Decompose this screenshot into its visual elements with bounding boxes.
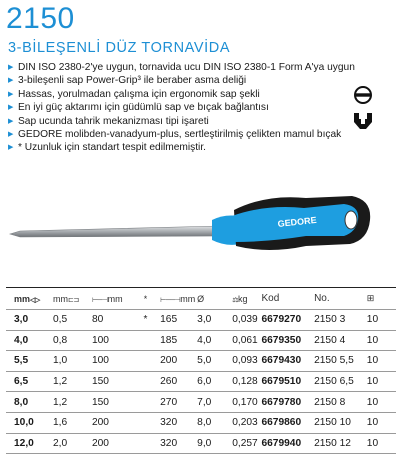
table-cell: 2150 8 <box>314 396 346 408</box>
table-cell: 100 <box>91 334 109 346</box>
feature-item: ▶ En iyi güç aktarımı için güdümlü sap ve bıçak bağlantısı <box>8 102 269 114</box>
scale-icon: ⚖ <box>232 296 239 304</box>
table-cell: 6679350 <box>261 334 302 346</box>
table-cell: 6,5 <box>14 376 29 388</box>
bullet-triangle-icon: ▶ <box>8 104 14 112</box>
table-cell: 200 <box>91 417 109 429</box>
table-cell: 1,0 <box>52 355 68 367</box>
table-cell: 150 <box>91 396 109 408</box>
header-weight: ⚖kg <box>232 293 248 304</box>
table-cell: 0,257 <box>232 437 258 449</box>
table-cell: 10 <box>366 334 379 346</box>
feature-item: ▶ DIN ISO 2380-2'ye uygun, tornavida ucu DIN ISO 2380-1 Form A'ya uygun <box>8 62 355 73</box>
header-star: * <box>143 293 148 304</box>
product-name: 3-BİLEŞENLİ DÜZ TORNAVİDA <box>8 40 231 56</box>
table-cell: 2,0 <box>52 437 68 449</box>
screwdriver-image <box>6 180 371 270</box>
table-cell: 100 <box>91 355 109 367</box>
table-cell: 10 <box>366 355 379 367</box>
header-width: mm◁▷ <box>14 293 40 304</box>
table-cell: 12,0 <box>14 437 34 449</box>
table-cell: 185 <box>160 334 178 346</box>
feature-item: ▶ 3-bileşenli sap Power-Grip³ ile beraber asma deliği <box>8 75 247 87</box>
table-cell: 4,0 <box>14 334 29 346</box>
table-cell: 5,0 <box>197 355 212 367</box>
feature-list <box>8 61 355 155</box>
table-cell: 2150 4 <box>314 334 346 346</box>
table-cell: 2150 10 <box>314 417 351 429</box>
header-blade-length: ⊢─⊣mm <box>91 293 123 304</box>
table-cell: 0,093 <box>232 355 258 367</box>
header-pack <box>363 293 396 304</box>
table-cell: 10 <box>366 417 379 429</box>
package-icon: ⊞ <box>366 293 375 303</box>
table-cell: 0,128 <box>232 376 258 388</box>
feature-item: ▶ Hassas, yorulmadan çalışma için ergonomik sap şekli <box>8 88 260 100</box>
table-cell: 6679270 <box>261 314 302 326</box>
table-cell: 4,0 <box>197 334 212 346</box>
table-cell: 0,061 <box>232 334 258 346</box>
table-cell: * <box>143 314 148 326</box>
blade-length-icon: ⊢─⊣ <box>91 296 108 304</box>
feature-item: ▶ GEDORE molibden-vanadyum-plus, sertleştirilmiş çelikten mamul bıçak <box>8 129 342 141</box>
table-body <box>6 310 396 454</box>
table-cell: 6679430 <box>261 355 302 367</box>
table-row <box>6 310 396 331</box>
wrench-icon <box>352 112 374 130</box>
header-no: No. <box>314 293 330 304</box>
header-thickness: mm⊏⊐ <box>52 293 79 304</box>
table-cell: 200 <box>160 355 178 367</box>
blade-width-icon: ◁▷ <box>30 296 40 304</box>
header-diameter: Ø <box>197 293 205 304</box>
blade-thickness-icon: ⊏⊐ <box>67 296 79 304</box>
table-row <box>6 434 396 455</box>
table-cell: 150 <box>91 376 109 388</box>
table-cell: 320 <box>160 437 178 449</box>
feature-item: ▶ * Uzunluk için standart tespit edilmemiştir. <box>8 142 206 154</box>
bullet-triangle-icon: ▶ <box>8 117 14 125</box>
table-cell: 320 <box>160 417 178 429</box>
bullet-triangle-icon: ▶ <box>8 131 14 139</box>
table-cell: 10 <box>366 396 379 408</box>
bullet-triangle-icon: ▶ <box>8 144 14 152</box>
table-cell: 10,0 <box>14 417 34 429</box>
total-length-icon: ⊢──⊣ <box>160 296 181 304</box>
table-cell: 6679940 <box>261 437 302 449</box>
table-row <box>6 372 396 393</box>
table-cell: 8,0 <box>197 417 212 429</box>
table-cell: 2150 5,5 <box>314 355 354 367</box>
table-cell: 6,0 <box>197 376 212 388</box>
table-cell: 3,0 <box>14 314 29 326</box>
bullet-triangle-icon: ▶ <box>8 77 14 85</box>
table-cell: 2150 3 <box>314 314 346 326</box>
bullet-triangle-icon: ▶ <box>8 90 14 98</box>
table-cell: 80 <box>91 314 104 326</box>
table-header <box>6 288 396 310</box>
feature-item: ▶ Sap ucunda tahrik mekanizması tipi işareti <box>8 115 209 127</box>
table-cell: 0,203 <box>232 417 258 429</box>
table-cell: 7,0 <box>197 396 212 408</box>
table-cell: 10 <box>366 314 379 326</box>
table-cell: 5,5 <box>14 355 29 367</box>
header-code: Kod <box>261 293 280 304</box>
header-total-length: ⊢──⊣mm <box>160 293 196 304</box>
table-cell: 200 <box>91 437 109 449</box>
table-cell: 2150 12 <box>314 437 351 449</box>
table-cell: 9,0 <box>197 437 212 449</box>
table-row <box>6 351 396 372</box>
table-cell: 0,170 <box>232 396 258 408</box>
table-cell: 6679860 <box>261 417 302 429</box>
spec-table <box>6 287 396 454</box>
table-cell: 165 <box>160 314 178 326</box>
table-row <box>6 413 396 434</box>
table-cell: 6679510 <box>261 376 302 388</box>
slotted-screw-icon <box>353 85 373 105</box>
table-cell: 10 <box>366 437 379 449</box>
table-cell: 0,8 <box>52 334 68 346</box>
product-number: 2150 <box>6 2 75 35</box>
table-cell: 1,2 <box>52 396 68 408</box>
table-cell: 0,5 <box>52 314 68 326</box>
table-row <box>6 392 396 413</box>
table-cell: 3,0 <box>197 314 212 326</box>
table-cell: 1,6 <box>52 417 68 429</box>
handle-brand-label: GEDORE <box>277 214 318 229</box>
table-cell: 270 <box>160 396 178 408</box>
bullet-triangle-icon: ▶ <box>8 64 14 71</box>
table-cell: 1,2 <box>52 376 68 388</box>
table-row <box>6 331 396 352</box>
table-cell: 260 <box>160 376 178 388</box>
table-cell: 6679780 <box>261 396 302 408</box>
table-cell: 8,0 <box>14 396 29 408</box>
table-cell: 10 <box>366 376 379 388</box>
table-cell: 2150 6,5 <box>314 376 354 388</box>
table-cell: 0,039 <box>232 314 258 326</box>
